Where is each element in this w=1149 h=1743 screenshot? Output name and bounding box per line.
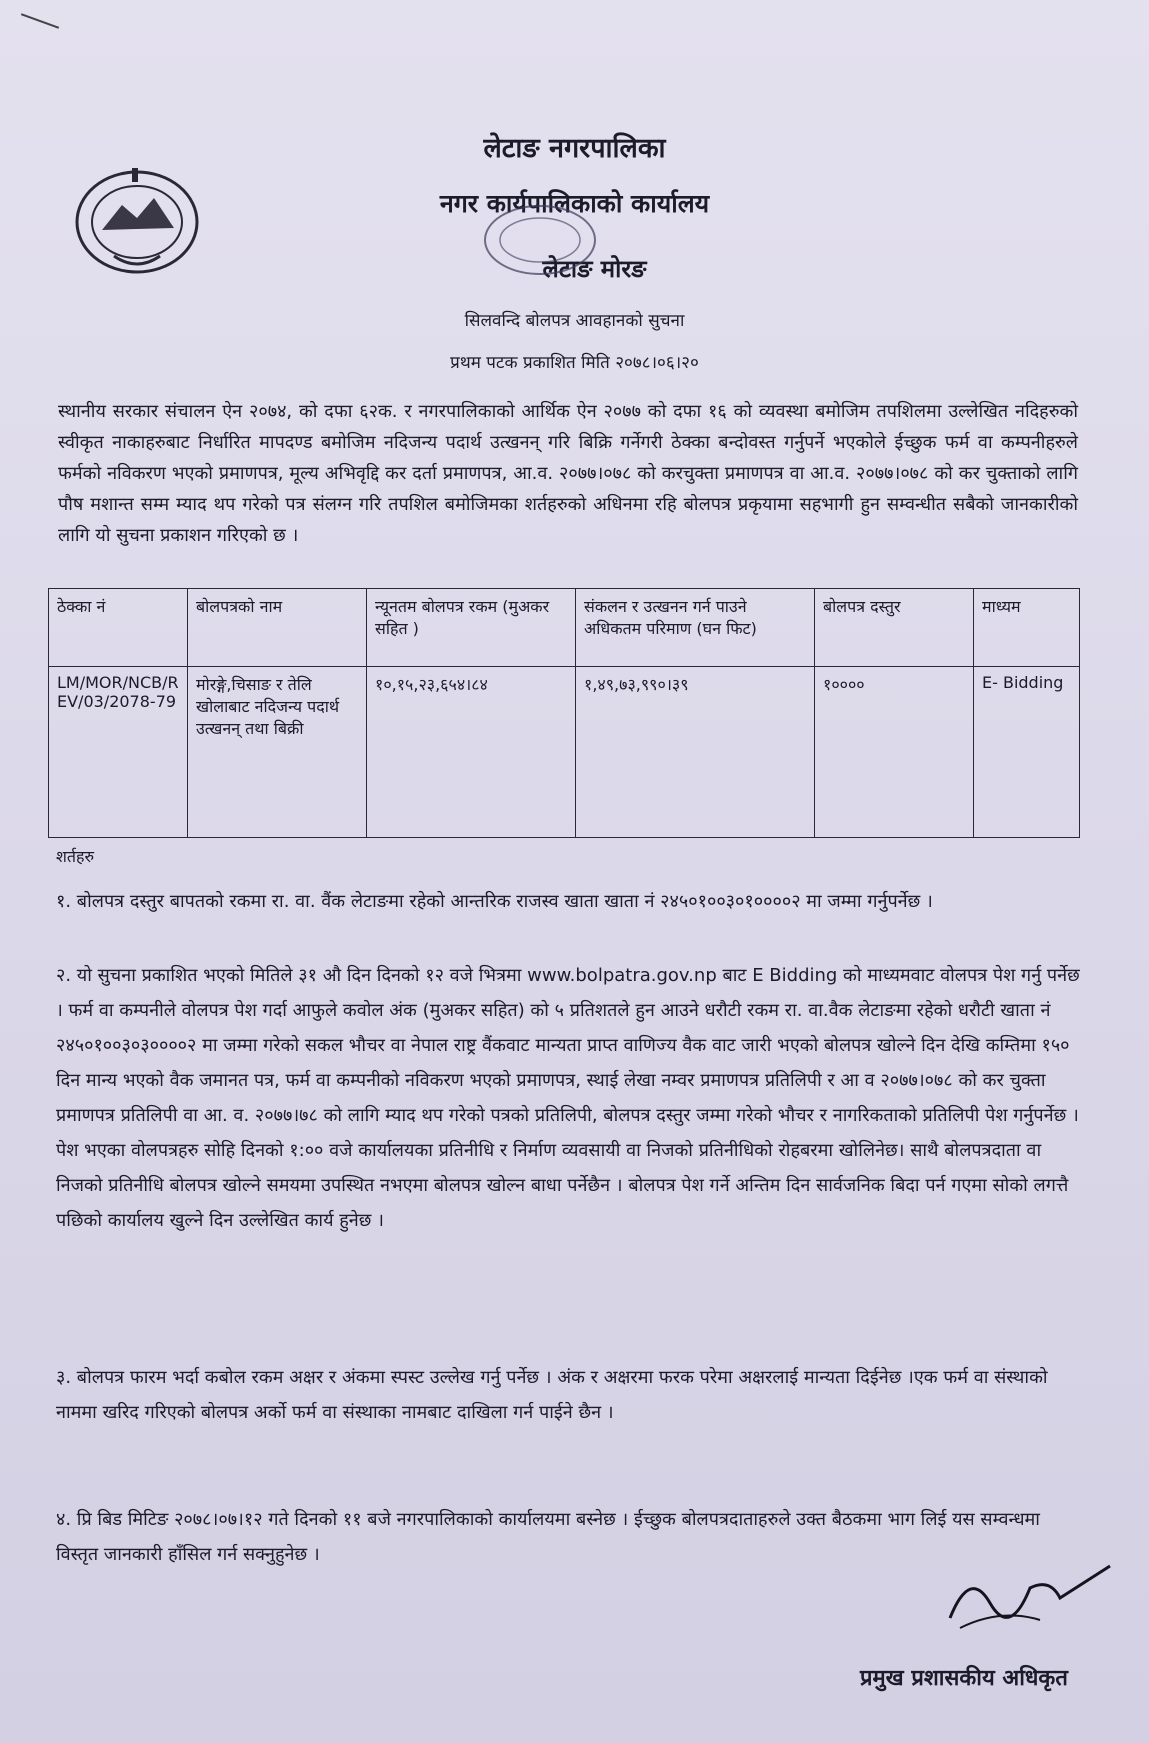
intro-paragraph: स्थानीय सरकार संचालन ऐन २०७४, को दफा ६२क. र नगरपालिकाको आर्थिक ऐन २०७७ को दफा १६ को व्यवस्था बमोजिम तपशिलमा उल्लेखित नदिहरुको स्वीकृत नाकाहरुबाट निर्धारित मापदण्ड बमोजिम नदिजन्य पदार्थ उत्खनन् गरि बिक्रि गर्नेगरी ठेक्का बन्दोवस्त गर्नुपर्ने भएकोले ईच्छुक फर्म वा कम्पनीहरुले फर्मको नविकरण भएको प्रमाणपत्र, मूल्य अभिवृद्दि कर दर्ता प्रमाणपत्र, आ.व. २०७७।०७८ को करचुक्ता प्रमाणपत्र वा आ.व. २०७७।०७८ को कर चुक्ताको लागि पौष मशान्त सम्म म्याद थप गरेको पत्र संलग्न गरि तपशिल बमोजिमका शर्तहरुको अधिनमा रहि बोलपत्र प्रकृयामा सहभागी हुन सम्वन्धीत सबैको जानकारीको लागि यो सुचना प्रकाशन गरिएको छ । — [58, 401, 1078, 546]
header-min-amount: न्यूनतम बोलपत्र रकम (मुअकर सहित ) — [367, 589, 576, 667]
cell-bid-name: मोरङ्गे,चिसाङ र तेलि खोलाबाट नदिजन्य पदार्थ उत्खनन् तथा बिक्री — [188, 667, 367, 838]
header-bid-name: बोलपत्रको नाम — [188, 589, 367, 667]
condition-1: १. बोलपत्र दस्तुर बापतको रकमा रा. वा. वैंक लेटाङमा रहेको आन्तरिक राजस्व खाता खाता नं २४५०१००३०१००००२ मा जम्मा गर्नुपर्नेछ । — [56, 891, 933, 912]
header-bid-fee: बोलपत्र दस्तुर — [815, 589, 974, 667]
condition-3: ३. बोलपत्र फारम भर्दा कबोल रकम अक्षर र अंकमा स्पस्ट उल्लेख गर्नु पर्नेछ । अंक र अक्षरमा फरक परेमा अक्षरलाई मान्यता दिईनेछ ।एक फर्म वा संस्थाको नाममा खरिद गरिएको बोलपत्र अर्को फर्म वा संस्थाका नामबाट दाखिला गर्न पाईने छैन । — [56, 1367, 1048, 1423]
table-row — [49, 667, 1080, 838]
conditions-label: शर्तहरु — [56, 847, 95, 866]
cell-min-amount: १०,१५,२३,६५४।८४ — [367, 667, 576, 838]
cell-medium: E- Bidding — [974, 667, 1080, 838]
cell-bid-fee: १०००० — [815, 667, 974, 838]
condition-2: २. यो सुचना प्रकाशित भएको मितिले ३१ औ दिन दिनको १२ वजे भित्रमा www.bolpatra.gov.np बाट E Bidding को माध्यमवाट वोलपत्र पेश गर्नु पर्नेछ । फर्म वा कम्पनीले वोलपत्र पेश गर्दा आफुले कवोल अंक (मुअकर सहित) को ५ प्रतिशतले हुन आउने धरौटी रकम रा. वा.वैक लेटाङमा रहेको धरौटी खाता नं २४५०१००३०३००००२ मा जम्मा गरेको सकल भौचर वा नेपाल राष्ट्र वैंकवाट मान्यता प्राप्त वाणिज्य वैक वाट जारी भएको बोलपत्र खोल्ने दिन देखि कम्तिमा १५० दिन मान्य भएको वैक जमानत पत्र, फर्म वा कम्पनीको नविकरण भएको प्रमाणपत्र, स्थाई लेखा नम्वर प्रमाणपत्र प्रतिलिपी र आ व २०७७।०७८ को कर चुक्ता प्रमाणपत्र प्रतिलिपी वा आ. व. २०७७।७८ को लागि म्याद थप गरेको पत्रको प्रतिलिपी, बोलपत्र दस्तुर जम्मा गरेको भौचर र नागरिकताको प्रतिलिपी पेश गर्नुपर्नेछ ।पेश भएका वोलपत्रहरु सोहि दिनको १:०० वजे कार्यालयका प्रतिनीधि र निर्माण व्यवसायी वा निजको प्रतिनीधिको रोहबरमा खोलिनेछ। साथै बोलपत्रदाता वा निजको प्रतिनीधि बोलपत्र खोल्ने समयमा उपस्थित नभएमा बोलपत्र खोल्न बाधा पर्नेछैन । बोलपत्र पेश गर्ने अन्तिम दिन सार्वजनिक बिदा पर्न गएमा सोको लगत्तै पछिको कार्यालय खुल्ने दिन उल्लेखित कार्य हुनेछ । — [56, 965, 1080, 1231]
municipality-name: लेटाङ नगरपालिका — [483, 133, 666, 164]
bid-table — [48, 588, 1080, 838]
header-max-quantity: संकलन र उत्खनन गर्न पाउने अधिकतम परिमाण (घन फिट) — [576, 589, 815, 667]
office-stamp — [480, 200, 600, 280]
publication-date: प्रथम पटक प्रकाशित मिति २०७८।०६।२० — [450, 353, 699, 373]
officer-designation: प्रमुख प्रशासकीय अधिकृत — [860, 1666, 1068, 1691]
header-medium: माध्यम — [974, 589, 1080, 667]
office-location: लेटाङ मोरङ — [542, 255, 647, 283]
signature — [940, 1558, 1120, 1638]
office-name: नगर कार्यपालिकाको कार्यालय — [439, 189, 710, 218]
header-contract-no: ठेक्का नं — [49, 589, 188, 667]
cell-contract-no: LM/MOR/NCB/REV/03/2078-79 — [49, 667, 188, 838]
notice-title: सिलवन्दि बोलपत्र आवहानको सुचना — [464, 311, 685, 331]
fold-mark — [21, 13, 59, 29]
cell-max-quantity: १,४९,७३,९९०।३९ — [576, 667, 815, 838]
condition-4: ४. प्रि बिड मिटिङ २०७८।०७।१२ गते दिनको ११ बजे नगरपालिकाको कार्यालयमा बस्नेछ । ईच्छुक बोलपत्रदाताहरुले उक्त बैठकमा भाग लिई यस सम्वन्धमा विस्तृत जानकारी हाँसिल गर्न सक्नुहुनेछ । — [56, 1509, 1040, 1565]
table-header-row — [49, 589, 1080, 667]
